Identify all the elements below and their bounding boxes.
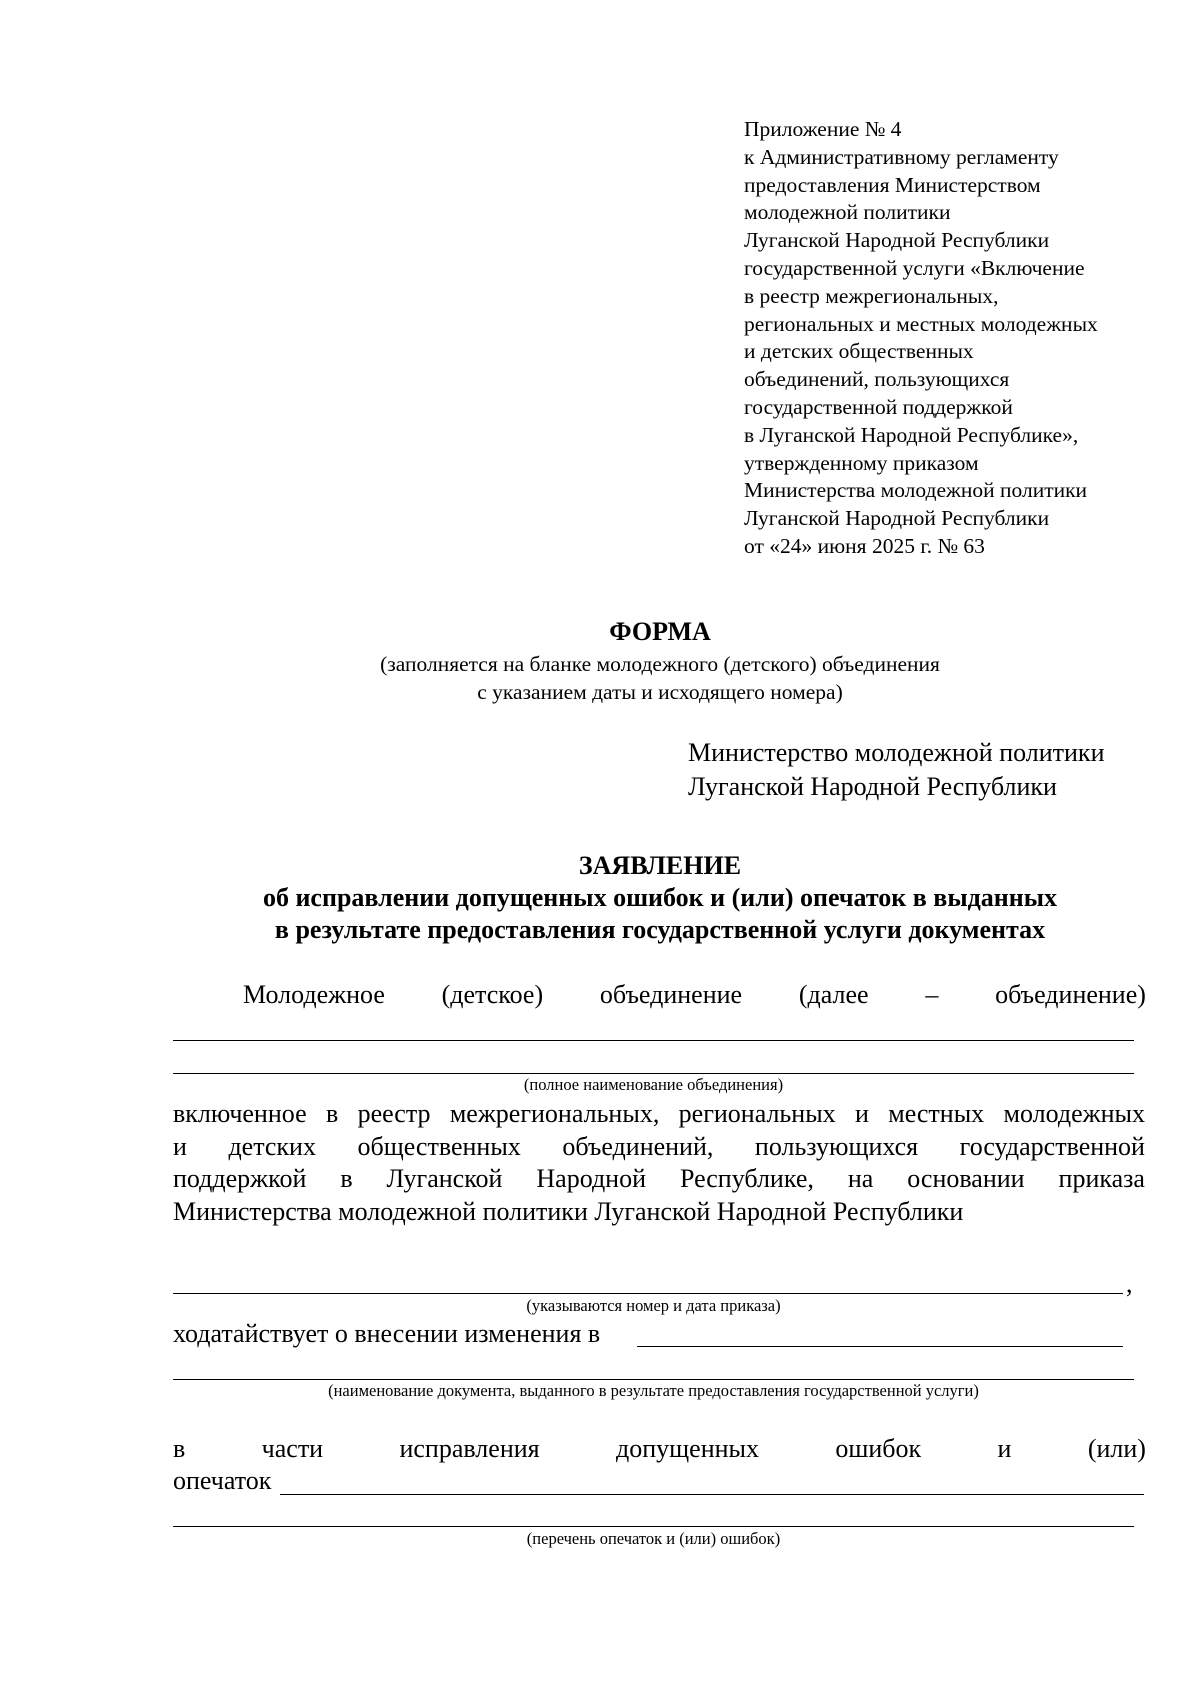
- part-line: [173, 1433, 1146, 1465]
- paragraph-line: [173, 1163, 1145, 1196]
- form-title: ФОРМА: [609, 617, 711, 646]
- part-word: (или): [1087, 1434, 1146, 1463]
- part-word: ошибок: [835, 1434, 922, 1463]
- word: включенное: [173, 1099, 307, 1128]
- appendix-line: государственной услуги «Включение: [744, 255, 1085, 280]
- order-comma: ,: [1126, 1269, 1133, 1298]
- word: государственной: [959, 1131, 1145, 1161]
- document-caption: (наименование документа, выданного в результате предоставления государственной услуги): [328, 1381, 979, 1400]
- appendix-line: молодежной политики: [744, 200, 951, 225]
- paragraph-line: Министерства молодежной политики Луганской Народной Республики: [173, 1196, 964, 1226]
- statement-subtitle-line: в результате предоставления государственной услуги документах: [274, 915, 1046, 944]
- word: региональных: [678, 1099, 836, 1128]
- intro-word: объединение): [995, 980, 1146, 1009]
- word: Народной: [536, 1164, 646, 1193]
- appendix-line: утвержденному приказом: [744, 450, 979, 475]
- addressee-block: [688, 736, 1104, 804]
- word: и: [173, 1131, 187, 1161]
- word: Республике,: [679, 1164, 814, 1193]
- petition-text: ходатайствует о внесении изменения в: [173, 1319, 601, 1348]
- word: основании: [907, 1164, 1025, 1193]
- word: детских: [228, 1131, 316, 1161]
- word: поддержкой: [173, 1164, 307, 1193]
- typos-blank-line[interactable]: [280, 1494, 1144, 1495]
- word: в: [325, 1099, 339, 1128]
- name-blank-line[interactable]: [173, 1073, 1134, 1074]
- appendix-block: [744, 116, 1164, 561]
- appendix-line: к Административному регламенту: [744, 144, 1059, 169]
- appendix-line: государственной поддержкой: [744, 394, 1013, 419]
- appendix-line: региональных и местных молодежных: [744, 311, 1098, 336]
- appendix-line: Луганской Народной Республики: [744, 506, 1050, 531]
- statement-subtitle-line: об исправлении допущенных ошибок и (или) опечаток в выданных: [262, 883, 1058, 912]
- word: объединений,: [562, 1131, 714, 1161]
- paragraph-line: [173, 1131, 1145, 1164]
- word: реестр: [357, 1099, 431, 1128]
- appendix-line: Приложение № 4: [744, 117, 902, 141]
- statement-title-block: [175, 850, 1145, 946]
- name-caption: (полное наименование объединения): [523, 1075, 784, 1094]
- word: и: [855, 1099, 869, 1128]
- part-word: и: [997, 1434, 1012, 1463]
- form-note: [175, 650, 1145, 706]
- order-caption: (указываются номер и дата приказа): [526, 1296, 781, 1315]
- addressee-line: Луганской Народной Республики: [688, 772, 1057, 801]
- form-note-line: (заполняется на бланке молодежного (детского) объединения: [380, 652, 940, 676]
- appendix-line: предоставления Министерством: [744, 172, 1041, 197]
- word: общественных: [357, 1131, 521, 1161]
- addressee-line: Министерство молодежной политики: [688, 738, 1105, 767]
- document-blank-line[interactable]: [637, 1346, 1123, 1347]
- intro-word: –: [925, 980, 939, 1009]
- typos-label: опечаток: [173, 1466, 272, 1495]
- intro-word: Молодежное: [243, 980, 385, 1009]
- intro-word: объединение: [599, 980, 743, 1009]
- word: местных: [888, 1099, 985, 1128]
- word: пользующихся: [754, 1131, 919, 1161]
- document-blank-line[interactable]: [173, 1379, 1134, 1380]
- appendix-line: Луганской Народной Республики: [744, 228, 1050, 253]
- name-blank-line[interactable]: [173, 1040, 1134, 1041]
- appendix-line: от «24» июня 2025 г. № 63: [744, 533, 985, 558]
- word: приказа: [1058, 1164, 1145, 1193]
- appendix-line: в реестр межрегиональных,: [744, 283, 999, 308]
- appendix-line: Министерства молодежной политики: [744, 478, 1088, 503]
- body-paragraph: [173, 1098, 1145, 1228]
- statement-title: ЗАЯВЛЕНИЕ: [578, 851, 742, 880]
- form-note-line: с указанием даты и исходящего номера): [477, 680, 843, 704]
- typos-caption: (перечень опечаток и (или) ошибок): [526, 1529, 781, 1548]
- intro-word: (далее: [798, 980, 869, 1009]
- part-word: исправления: [399, 1434, 540, 1463]
- intro-line: [243, 979, 1146, 1011]
- part-word: части: [261, 1434, 324, 1463]
- part-word: допущенных: [616, 1434, 759, 1463]
- appendix-line: в Луганской Народной Республике»,: [744, 422, 1079, 447]
- word: Луганской: [386, 1164, 503, 1193]
- appendix-line: объединений, пользующихся: [744, 367, 1010, 392]
- word: на: [847, 1164, 874, 1193]
- word: в: [340, 1164, 353, 1193]
- word: межрегиональных,: [449, 1099, 660, 1128]
- typos-blank-line[interactable]: [173, 1526, 1134, 1527]
- order-blank-line[interactable]: [173, 1293, 1123, 1294]
- appendix-line: и детских общественных: [744, 339, 974, 364]
- part-word: в: [173, 1434, 186, 1463]
- paragraph-line: [173, 1098, 1145, 1131]
- word: молодежных: [1003, 1099, 1145, 1128]
- intro-word: (детское): [441, 980, 544, 1009]
